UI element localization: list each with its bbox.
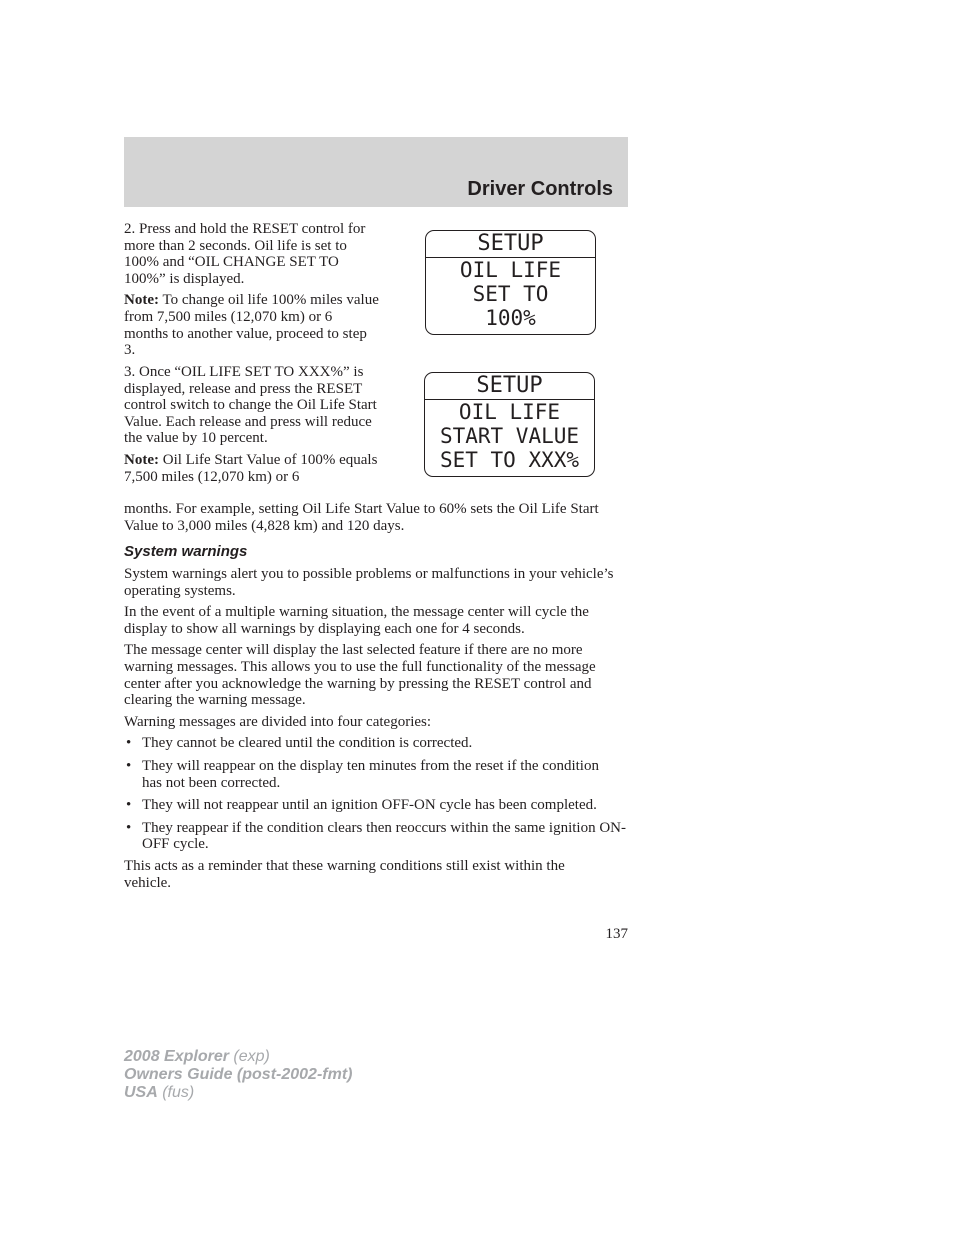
list-item-text: They reappear if the condition clears then reoccurs within the same ignition ON-OFF cycle.: [142, 819, 626, 853]
bullet: •: [126, 797, 132, 814]
paragraph: This acts as a reminder that these warning conditions still exist within the vehicle.: [124, 857, 565, 891]
step-3-text: 3. Once “OIL LIFE SET TO XXX%” is displayed, release and press the RESET control switch to change the Oil Life Start Value. Each release and press will reduce the value by 10 percent.: [124, 364, 377, 447]
bullet: •: [126, 735, 132, 752]
list-item: [124, 820, 632, 853]
paragraph: Warning messages are divided into four categories:: [124, 713, 432, 730]
display-heading: SETUP: [425, 373, 594, 400]
bullet: •: [126, 819, 132, 836]
header-band: [124, 137, 628, 207]
message-center-display-oil-life-100: [425, 230, 596, 335]
paragraph: The message center will display the last selected feature if there are no more warning messages. This allows you to use the full functionality of the message center after you acknowledge the warning by pressing the RESET control and clearing the warning message.: [124, 642, 596, 709]
list-item-text: They cannot be cleared until the condition is corrected.: [142, 735, 473, 752]
footer-line: [124, 1066, 352, 1084]
step-3-note-b: [124, 501, 628, 534]
display-line: SET TO: [472, 282, 549, 306]
list-item-text: They will reappear on the display ten minutes from the reset if the condition has not been corrected.: [142, 757, 599, 791]
footer-line: [124, 1084, 352, 1102]
display-heading: SETUP: [426, 231, 595, 258]
note-text: Oil Life Start Value of 100% equals 7,500 miles (12,070 km) or 6: [124, 451, 378, 485]
display-line: OIL LIFE: [459, 258, 562, 282]
paragraph: System warnings alert you to possible problems or malfunctions in your vehicle’s operating systems.: [124, 566, 614, 599]
step-2-text: 2. Press and hold the RESET control for more than 2 seconds. Oil life is set to 100% and “OIL CHANGE SET TO 100%” is displayed.: [124, 221, 366, 287]
list-item: [124, 758, 612, 791]
system-warnings-heading: System warnings: [124, 543, 248, 560]
list-item-text: They will not reappear until an ignition OFF-ON cycle has been completed.: [142, 797, 597, 814]
step-3-note-a: [124, 452, 378, 485]
note-label: Note:: [124, 451, 159, 468]
step-2-block: [124, 221, 380, 359]
footer-code: (fus): [157, 1084, 195, 1101]
system-warnings-body: [124, 566, 628, 891]
footer-guide: Owners Guide (post-2002-fmt): [124, 1066, 353, 1083]
step-3-note-continued: months. For example, setting Oil Life Start Value to 60% sets the Oil Life Start Value to 3,000 miles (4,828 km) and 120 days.: [124, 501, 599, 534]
display-line: START VALUE: [439, 424, 580, 448]
paragraph: In the event of a multiple warning situation, the message center will cycle the display to show all warnings by displaying each one for 4 seconds.: [124, 604, 589, 637]
footer-model: 2008 Explorer: [124, 1048, 229, 1065]
warning-categories-list: [124, 735, 628, 853]
list-item: [124, 797, 597, 814]
bullet: •: [126, 757, 132, 774]
note-text: To change oil life 100% miles value from 7,500 miles (12,070 km) or 6 months to another value, proceed to step 3.: [124, 292, 379, 359]
footer: [124, 1048, 352, 1102]
message-center-display-start-value: [424, 372, 595, 477]
display-line: OIL LIFE: [458, 400, 561, 424]
list-item: [124, 735, 628, 752]
footer-code: (exp): [228, 1048, 270, 1065]
page-number: 137: [605, 926, 628, 942]
footer-market: USA: [124, 1084, 158, 1101]
display-line: 100%: [485, 306, 536, 330]
footer-line: [124, 1048, 352, 1066]
note-label: Note:: [124, 292, 159, 309]
display-line: SET TO XXX%: [439, 448, 580, 472]
step-3-block: [124, 364, 380, 485]
step-2-note: [124, 292, 380, 358]
section-title: Driver Controls: [467, 178, 613, 200]
